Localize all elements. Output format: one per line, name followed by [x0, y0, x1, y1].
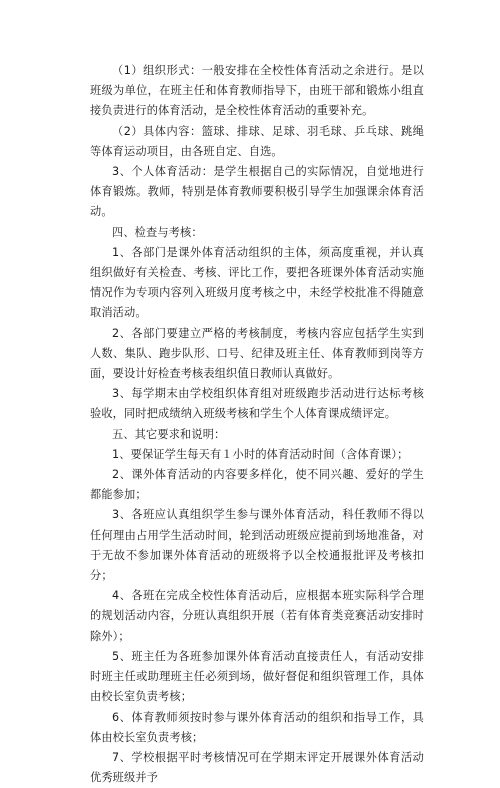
- paragraph-inspection-1: 1、各部门是课外体育活动组织的主体，须高度重视，并认真组织做好有关检查、考核、评比工作，要把各班课外体育活动实施情况作为专项内容列入班级月度考核之中，未经学校批准不得随意取消活动。: [90, 245, 424, 320]
- paragraph-inspection-3: 3、每学期末由学校组织体育组对班级跑步活动进行达标考核验收，同时把成绩纳入班级考核和学生个人体育课成绩评定。: [90, 387, 424, 421]
- paragraph-inspection-2: 2、各部门要建立严格的考核制度，考核内容应包括学生实到人数、集队、跑步队形、口号、纪律及班主任、体育教师到岗等方面，要设计好检查考核表组织值日教师认真做好。: [90, 326, 424, 381]
- paragraph-personal-activity: 3、个人体育活动：是学生根据自己的实际情况，自觉地进行体育锻炼。教师，特别是体育教师要积极引导学生加强课余体育活动。: [90, 165, 424, 219]
- paragraph-specific-content: （2）具体内容：篮球、排球、足球、羽毛球、乒乓球、跳绳等体育运动项目，由各班自定、自选。: [90, 124, 424, 158]
- section-heading-other-requirements: 五、其它要求和说明：: [112, 427, 226, 441]
- paragraph-requirement-2: 2、课外体育活动的内容要多样化，使不同兴趣、爱好的学生都能参加；: [90, 468, 424, 502]
- document-body: [90, 61, 424, 788]
- paragraph-requirement-5: 5、班主任为各班参加课外体育活动直接责任人，有活动安排时班主任或助理班主任必须到场，做好督促和组织管理工作，具体由校长室负责考核；: [90, 649, 424, 704]
- paragraph-requirement-4: 4、各班在完成全校性体育活动后，应根据本班实际科学合理的规划活动内容，分班认真组织开展（若有体育类竞赛活动安排时除外）；: [90, 589, 424, 643]
- paragraph-organization-form: （1）组织形式：一般安排在全校性体育活动之余进行。是以班级为单位，在班主任和体育教师指导下，由班干部和锻炼小组直接负责进行的体育活动，是全校性体育活动的重要补充。: [90, 64, 424, 118]
- paragraph-requirement-7: 7、学校根据平时考核情况可在学期末评定开展课外体育活动优秀班级并予: [90, 750, 424, 785]
- paragraph-requirement-3: 3、各班应认真组织学生参与课外体育活动，科任教师不得以任何理由占用学生活动时间，轮到活动班级应提前到场地准备，对于无故不参加课外体育活动的班级将予以全校通报批评及考核扣分；: [90, 508, 424, 583]
- paragraph-requirement-6: 6、体育教师须按时参与课外体育活动的组织和指导工作，具体由校长室负责考核；: [90, 710, 424, 744]
- section-heading-inspection: 四、检查与考核：: [112, 225, 203, 239]
- paragraph-requirement-1: 1、要保证学生每天有１小时的体育活动时间（含体育课）；: [112, 447, 409, 461]
